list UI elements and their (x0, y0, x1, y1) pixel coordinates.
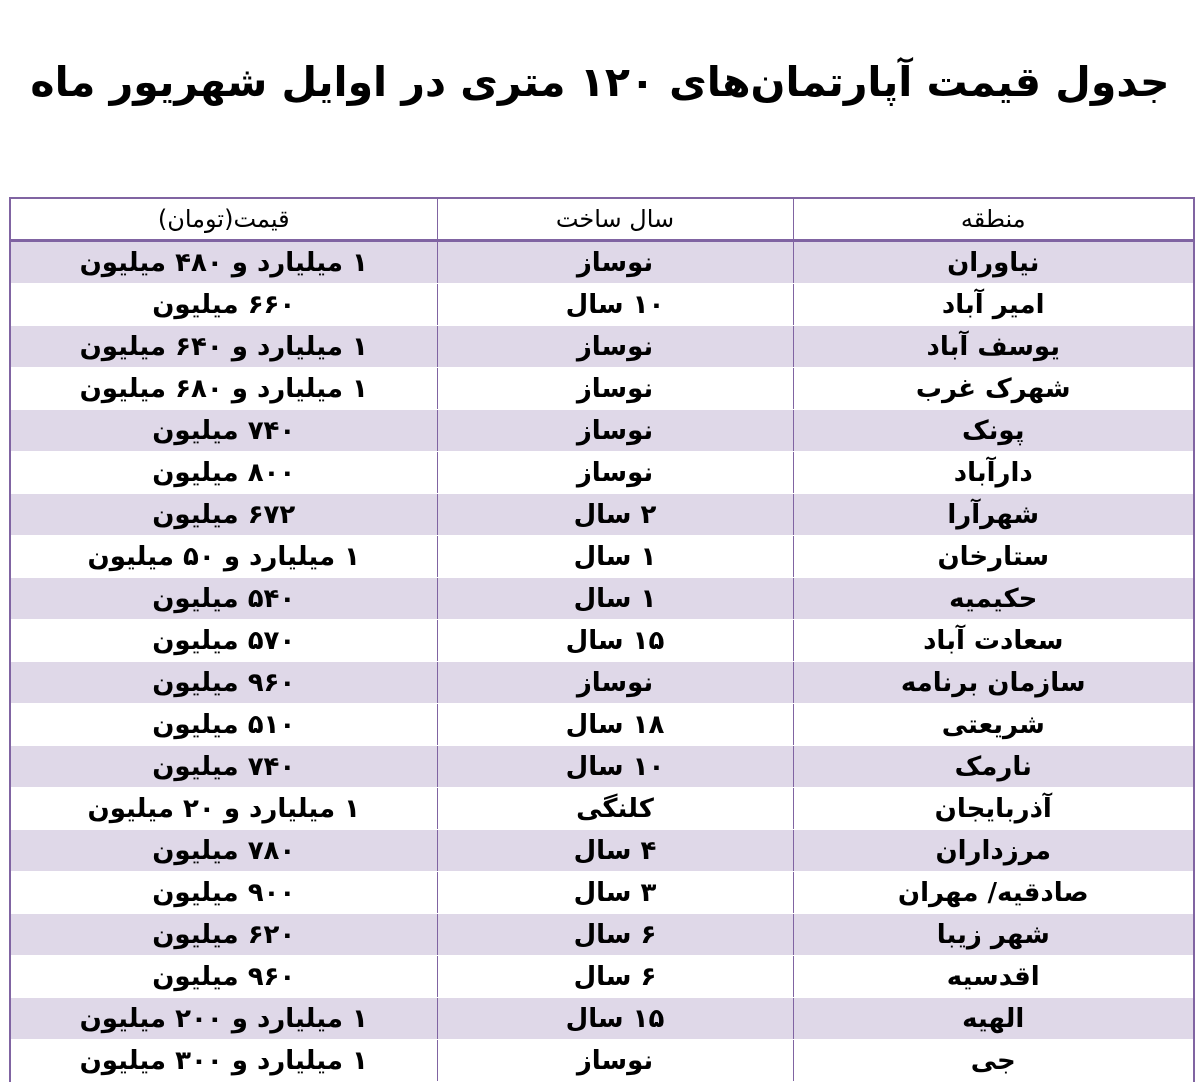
cell-price: ۵۷۰ میلیون (10, 620, 437, 662)
table-row (10, 494, 1194, 536)
cell-region: آذربایجان (793, 788, 1194, 830)
column-header-price: قیمت(تومان) (10, 198, 437, 241)
cell-region: حکیمیه (793, 578, 1194, 620)
cell-region: شریعتی (793, 704, 1194, 746)
cell-region: سازمان برنامه (793, 662, 1194, 704)
cell-build-year: نوساز (437, 368, 793, 410)
cell-price: ۵۱۰ میلیون (10, 704, 437, 746)
cell-price: ۱ میلیارد و ۵۰ میلیون (10, 536, 437, 578)
cell-build-year: نوساز (437, 410, 793, 452)
cell-region: الهیه (793, 998, 1194, 1040)
apartment-price-table (9, 197, 1195, 1082)
cell-region: صادقیه/ مهران (793, 872, 1194, 914)
cell-price: ۹۶۰ میلیون (10, 662, 437, 704)
cell-build-year: ۶ سال (437, 956, 793, 998)
cell-build-year: نوساز (437, 326, 793, 368)
cell-region: اقدسیه (793, 956, 1194, 998)
table-header-row (10, 198, 1194, 241)
table-row (10, 746, 1194, 788)
cell-region: شهرک غرب (793, 368, 1194, 410)
table-row (10, 241, 1194, 284)
table-row (10, 452, 1194, 494)
cell-build-year: ۱۰ سال (437, 746, 793, 788)
cell-region: پونک (793, 410, 1194, 452)
cell-price: ۷۸۰ میلیون (10, 830, 437, 872)
page-title: جدول قیمت آپارتمان‌های ۱۲۰ متری در اوایل شهریور ماه (30, 58, 1170, 107)
table-row (10, 284, 1194, 326)
column-header-build-year: سال ساخت (437, 198, 793, 241)
table-row (10, 956, 1194, 998)
table-row (10, 410, 1194, 452)
table-row (10, 1040, 1194, 1082)
cell-build-year: ۱۸ سال (437, 704, 793, 746)
table-row (10, 830, 1194, 872)
cell-price: ۷۴۰ میلیون (10, 746, 437, 788)
cell-build-year: ۲ سال (437, 494, 793, 536)
cell-price: ۹۶۰ میلیون (10, 956, 437, 998)
cell-region: مرزداران (793, 830, 1194, 872)
cell-price: ۱ میلیارد و ۴۸۰ میلیون (10, 241, 437, 284)
cell-build-year: ۱۰ سال (437, 284, 793, 326)
cell-build-year: کلنگی (437, 788, 793, 830)
cell-price: ۱ میلیارد و ۳۰۰ میلیون (10, 1040, 437, 1082)
cell-build-year: ۱ سال (437, 536, 793, 578)
cell-region: نارمک (793, 746, 1194, 788)
table-row (10, 914, 1194, 956)
cell-region: شهر زیبا (793, 914, 1194, 956)
table-row (10, 998, 1194, 1040)
cell-price: ۹۰۰ میلیون (10, 872, 437, 914)
table-row (10, 872, 1194, 914)
cell-region: شهرآرا (793, 494, 1194, 536)
cell-build-year: ۴ سال (437, 830, 793, 872)
cell-region: جی (793, 1040, 1194, 1082)
cell-price: ۱ میلیارد و ۲۰۰ میلیون (10, 998, 437, 1040)
cell-price: ۶۷۲ میلیون (10, 494, 437, 536)
cell-region: یوسف آباد (793, 326, 1194, 368)
cell-build-year: نوساز (437, 452, 793, 494)
cell-price: ۱ میلیارد و ۶۴۰ میلیون (10, 326, 437, 368)
cell-build-year: ۳ سال (437, 872, 793, 914)
table-row (10, 788, 1194, 830)
cell-price: ۱ میلیارد و ۶۸۰ میلیون (10, 368, 437, 410)
cell-price: ۵۴۰ میلیون (10, 578, 437, 620)
cell-build-year: ۱ سال (437, 578, 793, 620)
cell-build-year: ۱۵ سال (437, 620, 793, 662)
cell-build-year: نوساز (437, 241, 793, 284)
table-row (10, 536, 1194, 578)
cell-build-year: ۱۵ سال (437, 998, 793, 1040)
table-header (10, 198, 1194, 241)
cell-build-year: نوساز (437, 1040, 793, 1082)
cell-price: ۶۶۰ میلیون (10, 284, 437, 326)
cell-region: سعادت آباد (793, 620, 1194, 662)
cell-region: امیر آباد (793, 284, 1194, 326)
cell-build-year: ۶ سال (437, 914, 793, 956)
cell-price: ۶۲۰ میلیون (10, 914, 437, 956)
cell-build-year: نوساز (437, 662, 793, 704)
table-body (10, 241, 1194, 1082)
cell-region: نیاوران (793, 241, 1194, 284)
table-row (10, 578, 1194, 620)
table-row (10, 662, 1194, 704)
column-header-region: منطقه (793, 198, 1194, 241)
cell-region: دارآباد (793, 452, 1194, 494)
table-row (10, 704, 1194, 746)
cell-region: ستارخان (793, 536, 1194, 578)
table-row (10, 620, 1194, 662)
cell-price: ۸۰۰ میلیون (10, 452, 437, 494)
cell-price: ۷۴۰ میلیون (10, 410, 437, 452)
table-row (10, 368, 1194, 410)
cell-price: ۱ میلیارد و ۲۰ میلیون (10, 788, 437, 830)
table-row (10, 326, 1194, 368)
